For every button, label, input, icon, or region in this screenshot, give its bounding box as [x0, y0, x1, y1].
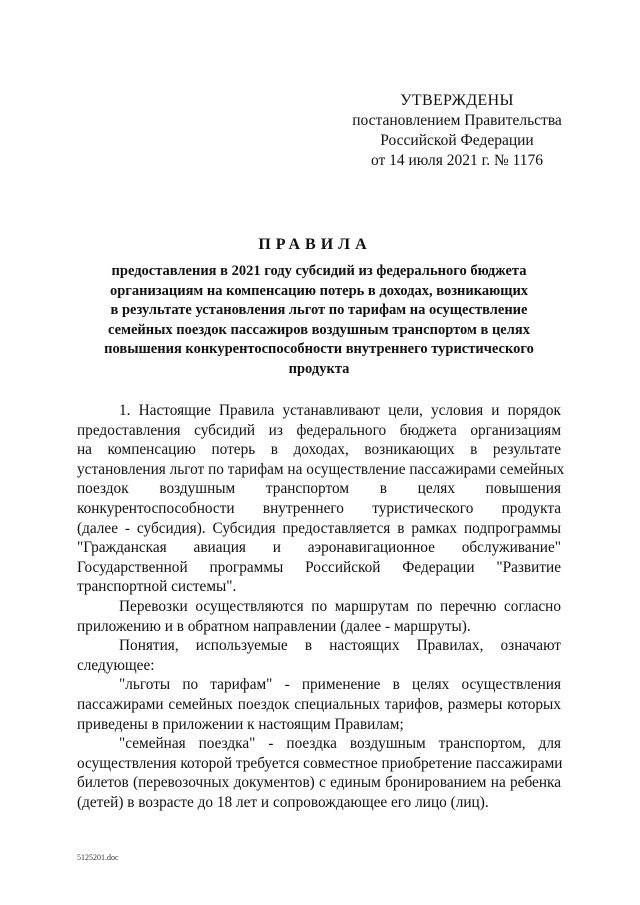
body-line: приложению и в обратном направлении (далее - маршруты).	[77, 617, 471, 635]
body-line: установления льгот по тарифам на осуществление пассажирами семейных	[77, 460, 565, 478]
body-line: 1. Настоящие Правила устанавливают цели, условия и порядок	[119, 402, 561, 419]
body-line: пассажирами семейных поездок специальных тарифов, размеры которых	[77, 695, 561, 713]
subtitle-line: предоставления в 2021 году субсидий из федерального бюджета	[111, 263, 527, 279]
body-line: предоставления субсидий из федерального бюджета организациям	[77, 421, 561, 439]
approval-line: постановлением Правительства	[352, 112, 562, 129]
body-line: приведены в приложении к настоящим Правилам;	[77, 715, 404, 733]
body-line: осуществления которой требуется совместное приобретение пассажирами	[77, 754, 563, 772]
body-line: Понятия, используемые в настоящих Правилах, означают	[119, 637, 561, 655]
document-body	[77, 401, 565, 812]
approval-date-number: от 14 июля 2021 г. № 1176	[370, 152, 544, 169]
body-line: (детей) в возрасте до 18 лет и сопровождающее его лицо (лиц).	[77, 793, 489, 811]
body-line: "семейная поездка" - поездка воздушным транспортом, для	[119, 735, 561, 753]
file-name-footer: 5125201.doc	[77, 853, 119, 862]
subtitle-line: продукта	[288, 360, 350, 377]
subtitle-line: организациям на компенсацию потерь в доходах, возникающих	[109, 282, 529, 299]
body-line: следующее:	[77, 656, 155, 674]
body-line: Государственной программы Российской Федерации "Развитие	[77, 558, 561, 576]
document-subtitle	[80, 262, 558, 379]
body-line: билетов (перевозочных документов) с единым бронированием на ребенка	[77, 774, 561, 792]
approval-line: Российской Федерации	[380, 132, 534, 149]
subtitle-line: повышения конкурентоспособности внутреннего туристического	[104, 341, 534, 357]
body-line: Перевозки осуществляются по маршрутам по перечню согласно	[119, 597, 561, 615]
document-title: ПРАВИЛА	[258, 236, 372, 253]
body-line: (далее - субсидия). Субсидия предоставляется в рамках подпрограммы	[77, 519, 561, 537]
subtitle-line: семейных поездок пассажиров воздушным транспортом в целях	[108, 321, 530, 338]
body-line: "Гражданская авиация и аэронавигационное обслуживание"	[77, 539, 561, 557]
body-line: конкурентоспособности внутреннего туристического продукта	[77, 499, 561, 517]
subtitle-line: в результате установления льгот по тарифам на осуществление	[110, 302, 528, 318]
approval-heading: УТВЕРЖДЕНЫ	[400, 92, 514, 109]
body-line: "льготы по тарифам" - применение в целях осуществления	[119, 676, 561, 694]
body-line: транспортной системы".	[77, 578, 237, 596]
approval-block	[352, 91, 562, 171]
body-line: на компенсацию потерь в доходах, возникающих в результате	[77, 441, 561, 459]
body-line: поездок воздушным транспортом в целях повышения	[77, 480, 561, 498]
